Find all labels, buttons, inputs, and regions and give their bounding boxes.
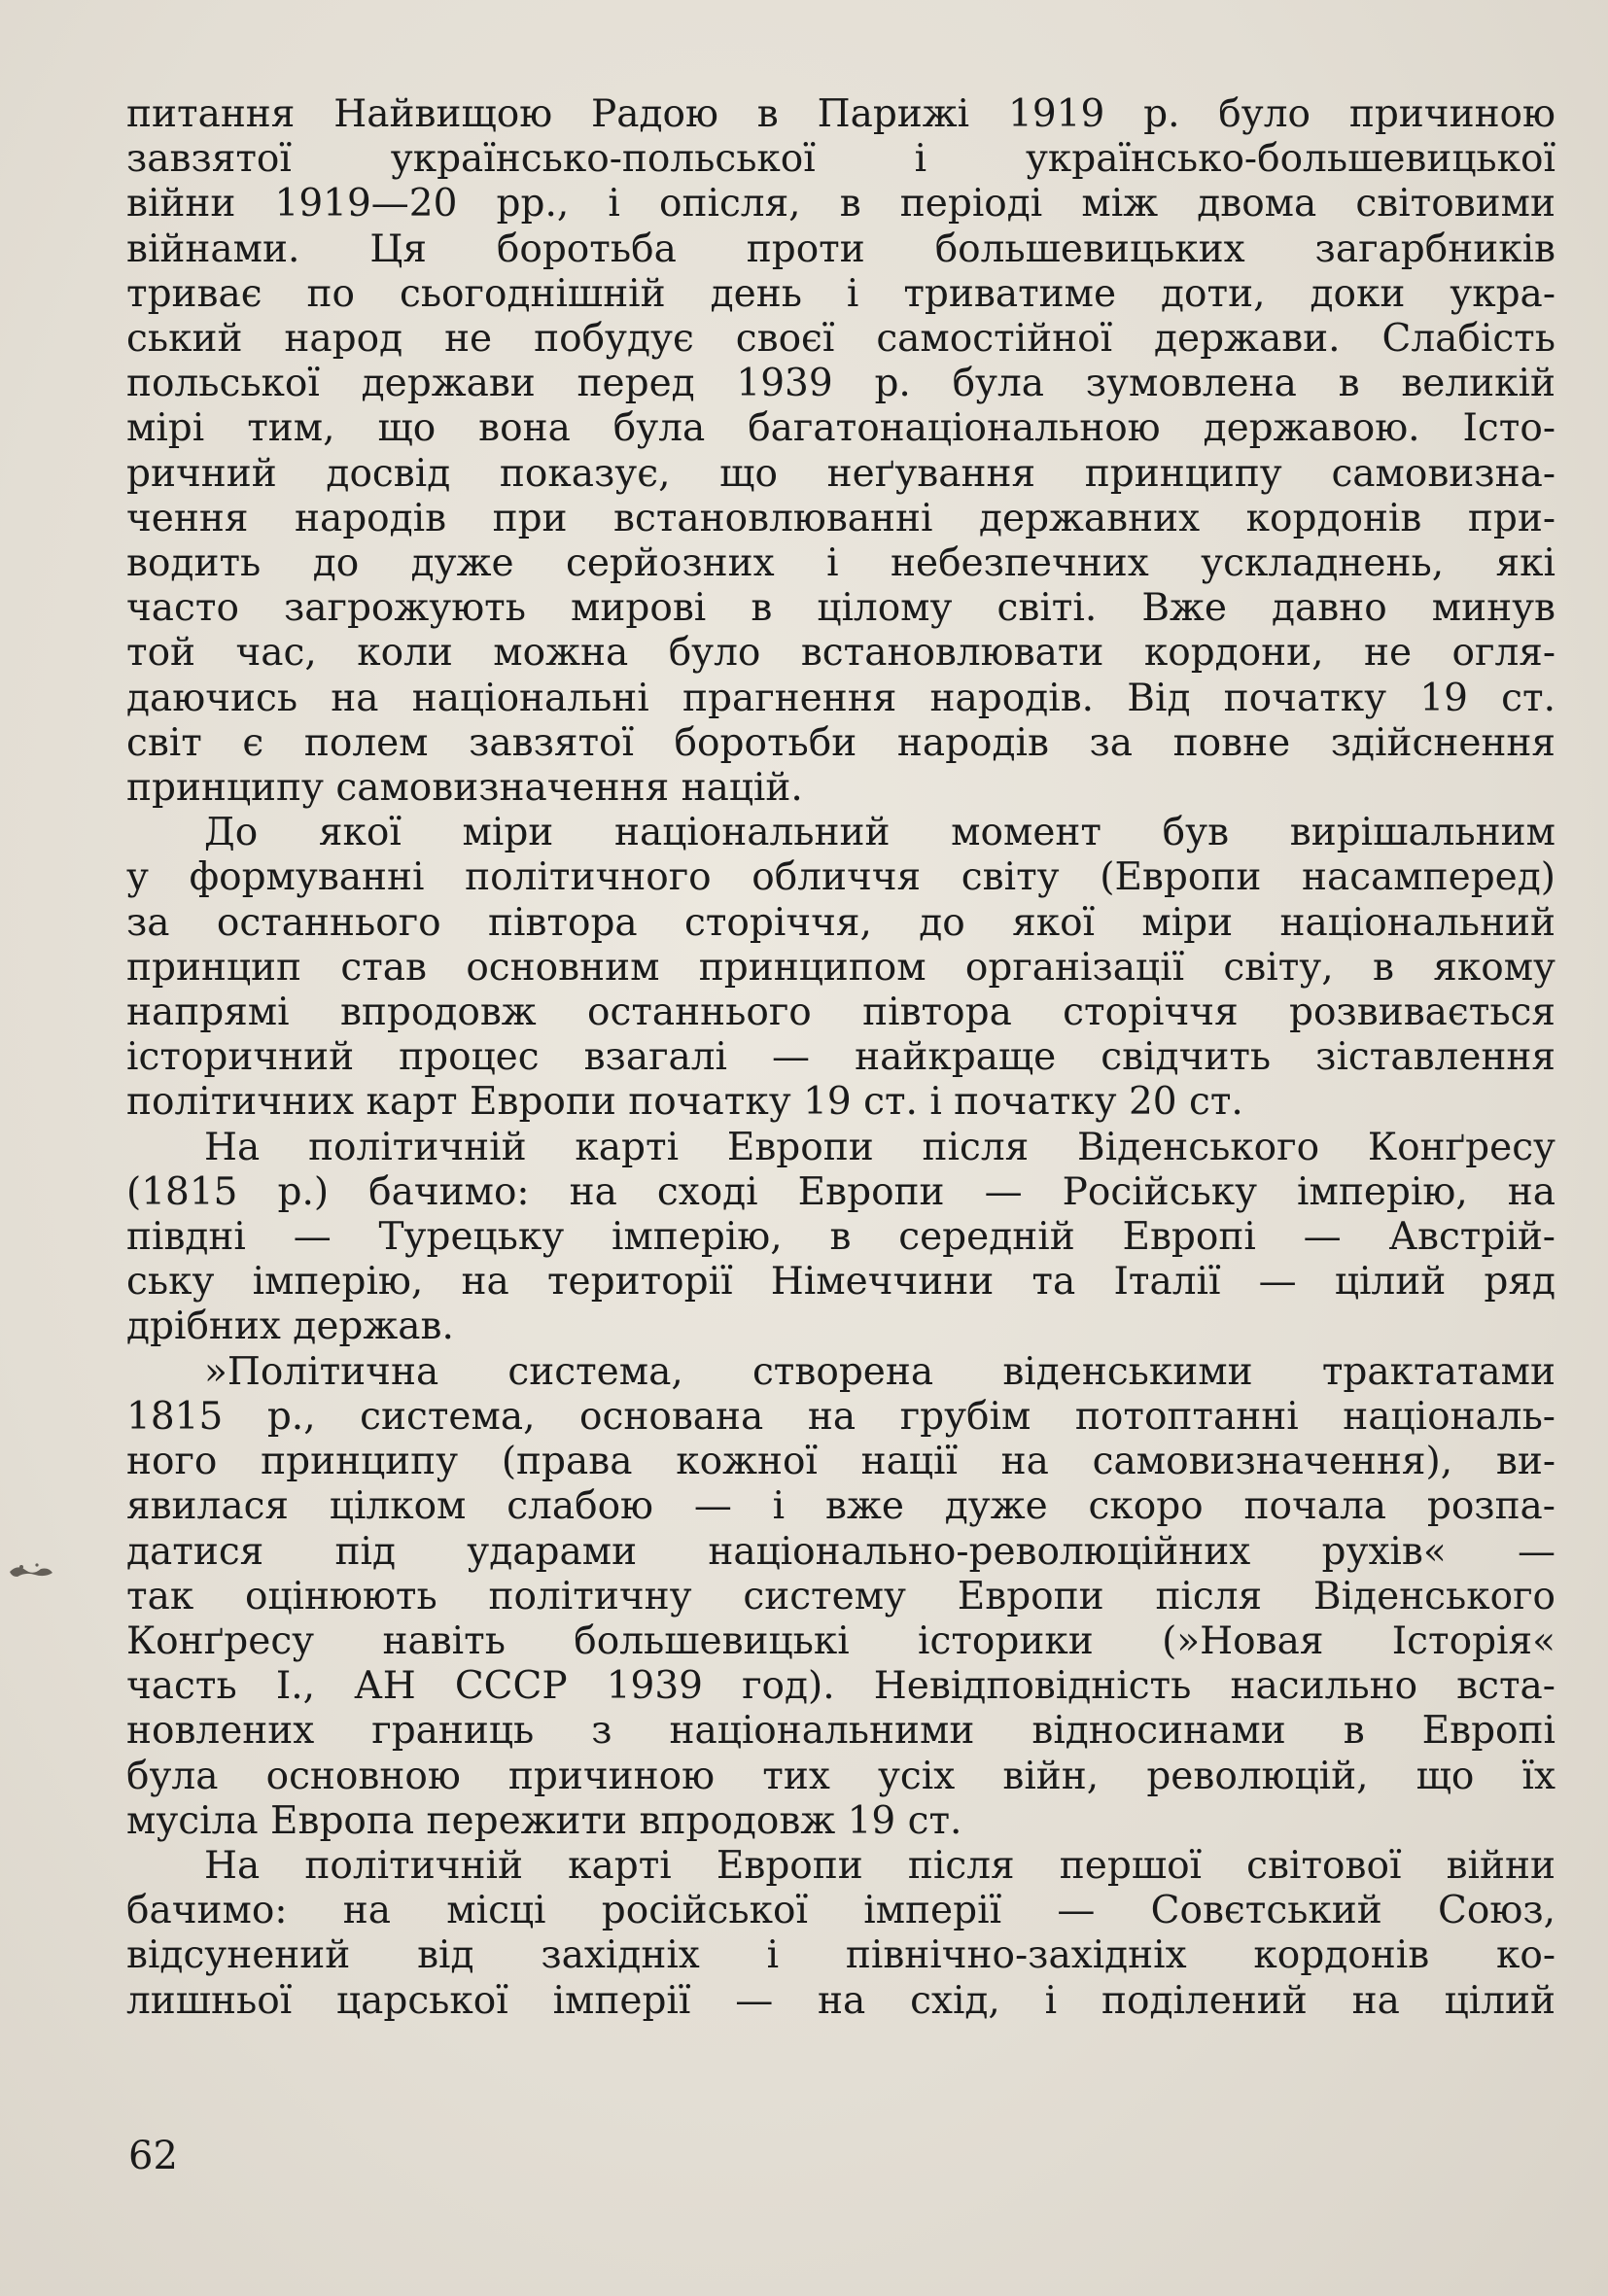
text-line: польської держави перед 1939 р. була зумовлена в великій <box>126 362 1556 406</box>
paragraph-5 <box>126 1844 1556 2024</box>
text-line: ський народ не побудує своєї самостійної держави. Слабість <box>126 317 1556 362</box>
text-line: часто загрожують мирові в цілому світі. Вже давно минув <box>126 586 1556 631</box>
text-line: півдні — Турецьку імперію, в середній Европі — Австрій- <box>126 1215 1556 1260</box>
text-line: триває по сьогоднішній день і триватиме доти, доки укра- <box>126 271 1556 316</box>
text-line: даючись на національні прагнення народів. Від початку 19 ст. <box>126 676 1556 720</box>
text-line: війнами. Ця боротьба проти большевицьких загарбників <box>126 226 1556 271</box>
paragraph-4 <box>126 1350 1556 1844</box>
text-line: той час, коли можна було встановлювати кордони, не огля- <box>126 631 1556 676</box>
text-line: новлених границь з національними відносинами в Европі <box>126 1709 1556 1754</box>
text-line: дрібних держав. <box>126 1305 454 1349</box>
text-line: принцип став основним принципом організації світу, в якому <box>126 945 1556 990</box>
text-line: історичний процес взагалі — найкраще свідчить зіставлення <box>126 1035 1556 1080</box>
text-line: На політичній карті Европи після першої світової війни <box>204 1843 1556 1888</box>
page-number: 62 <box>128 2134 178 2178</box>
text-line: за останнього півтора сторіччя, до якої міри національний <box>126 900 1556 945</box>
paragraph-2 <box>126 811 1556 1125</box>
text-line: ричний досвід показує, що неґування принципу самовизна- <box>126 451 1556 496</box>
text-line: питання Найвищою Радою в Парижі 1919 р. було причиною <box>126 92 1556 136</box>
text-line: напрямі впродовж останнього півтора сторіччя розвивається <box>126 991 1556 1035</box>
text-line: ську імперію, на території Німеччини та Італії — цілий ряд <box>126 1260 1556 1305</box>
text-line: »Політична система, створена віденськими трактатами <box>204 1349 1556 1394</box>
paragraph-3 <box>126 1126 1556 1350</box>
text-line: бачимо: на місці російської імперії — Совєтський Союз, <box>126 1889 1556 1933</box>
text-line: політичних карт Европи початку 19 ст. і початку 20 ст. <box>126 1080 1243 1125</box>
text-line: відсунений від західніх і північно-західніх кордонів ко- <box>126 1933 1556 1978</box>
text-line: мірі тим, що вона була багатонаціональною державою. Істо- <box>126 406 1556 451</box>
text-line: ного принципу (права кожної нації на самовизначення), ви- <box>126 1440 1556 1484</box>
ink-smudge-mark <box>8 1560 54 1582</box>
text-line: світ є полем завзятої боротьби народів за повне здійснення <box>126 720 1556 765</box>
text-line: так оцінюють політичну систему Европи після Віденського <box>126 1574 1556 1618</box>
text-line: чення народів при встановлюванні державних кордонів при- <box>126 496 1556 540</box>
text-line: Конґресу навіть большевицькі історики (»Новая Історія« <box>126 1618 1556 1663</box>
text-line: була основною причиною тих усіх війн, революцій, що їх <box>126 1754 1556 1798</box>
text-line: мусіла Европа пережити впродовж 19 ст. <box>126 1798 962 1843</box>
body-text <box>126 92 1556 2024</box>
text-line: явилася цілком слабою — і вже дуже скоро почала розпа- <box>126 1484 1556 1529</box>
paragraph-1 <box>126 92 1556 811</box>
text-line: лишньої царської імперії — на схід, і поділений на цілий <box>126 1978 1556 2023</box>
text-line: датися під ударами національно-революційних рухів« — <box>126 1529 1556 1574</box>
text-line: часть І., АН СССР 1939 год). Невідповідність насильно вста- <box>126 1664 1556 1709</box>
text-line: (1815 р.) бачимо: на сході Европи — Російську імперію, на <box>126 1169 1556 1214</box>
text-line: водить до дуже серйозних і небезпечних ускладнень, які <box>126 541 1556 586</box>
text-line: На політичній карті Европи після Віденського Конґресу <box>204 1125 1556 1169</box>
text-line: До якої міри національний момент був вирішальним <box>204 811 1556 855</box>
text-line: війни 1919—20 рр., і опісля, в періоді між двома світовими <box>126 182 1556 226</box>
text-line: принципу самовизначення націй. <box>126 766 803 811</box>
text-line: 1815 р., система, основана на грубім потоптанні національ- <box>126 1394 1556 1439</box>
text-line: завзятої українсько-польської і українсько-большевицької <box>126 137 1556 182</box>
text-line: у формуванні політичного обличчя світу (Европи насамперед) <box>126 855 1556 900</box>
